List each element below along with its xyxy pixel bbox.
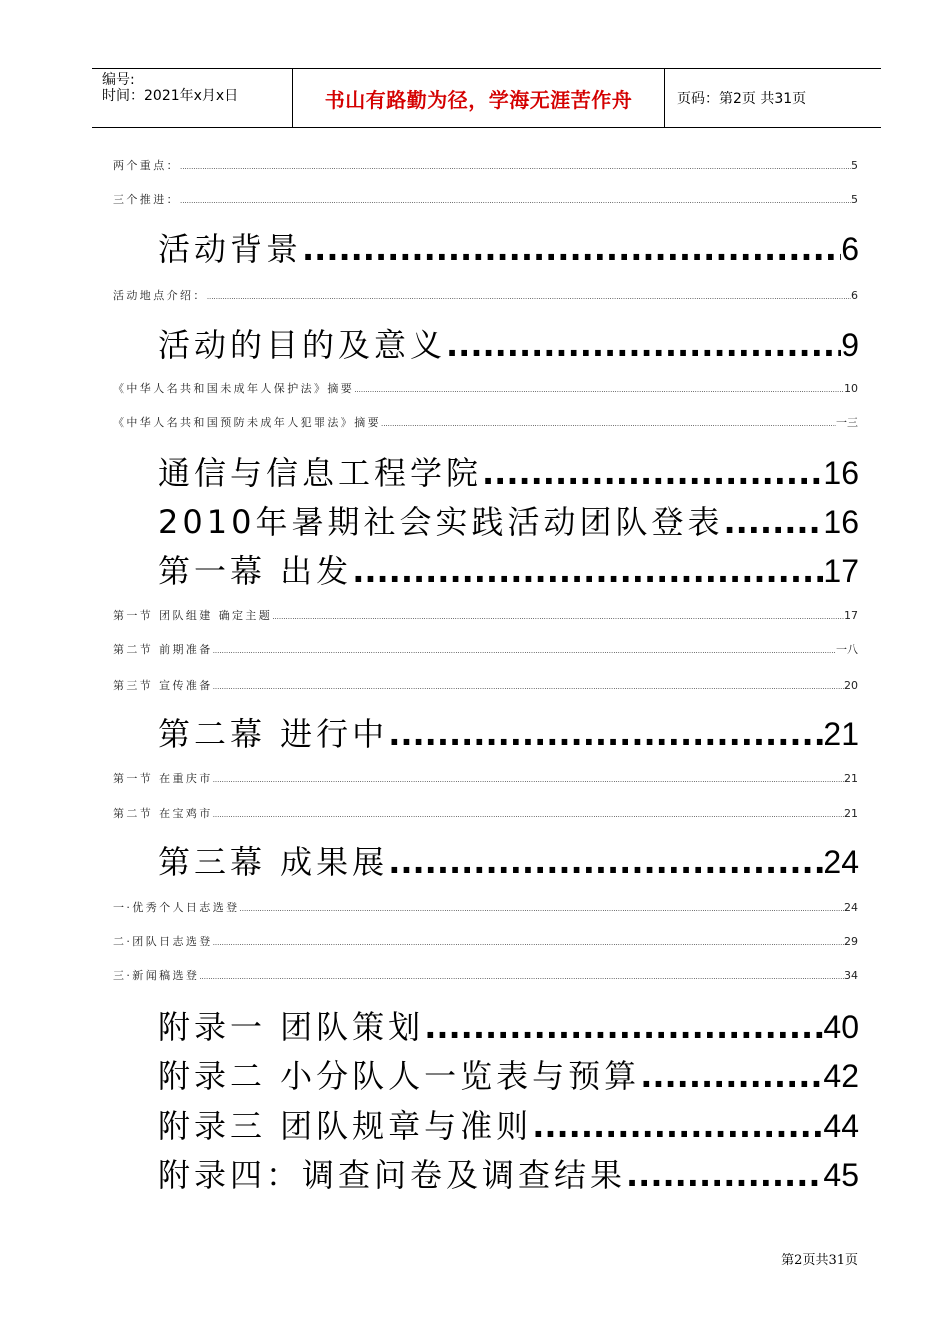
footer-page-number: 第2页共31页: [781, 1253, 858, 1268]
toc-entry[interactable]: [158, 1150, 859, 1196]
toc-entry-title: 活动地点介绍：: [113, 289, 207, 302]
toc-entry-page: 21: [844, 807, 858, 820]
toc-entry-title: 附录一 团队策划: [158, 1008, 425, 1046]
toc-entry-page: 24: [823, 844, 859, 880]
toc-entry-page: 21: [844, 772, 858, 785]
toc-entry-page: 34: [844, 969, 858, 982]
toc-entry[interactable]: [113, 287, 858, 303]
toc-entry-page: 44: [823, 1108, 859, 1144]
toc-entry-title: 第三节 宣传准备: [113, 679, 213, 692]
toc-entry-page: 40: [823, 1009, 859, 1045]
toc-entry-title: 附录二 小分队人一览表与预算: [158, 1057, 641, 1095]
toc-leader-dots: [213, 939, 844, 947]
toc-leader-dots: [207, 293, 851, 301]
toc-leader-dots: [213, 811, 844, 819]
toc-leader-dots: [388, 843, 823, 881]
toc-entry[interactable]: [113, 933, 858, 949]
toc-leader-dots: [424, 1008, 823, 1046]
toc-entry-title: 活动的目的及意义: [158, 326, 447, 364]
number-label: 编号:: [102, 72, 135, 88]
toc-entry-title: 第一节 团队组建 确定主题: [113, 609, 273, 622]
toc-entry-title: 活动背景: [158, 230, 303, 268]
toc-entry-page: 17: [844, 609, 858, 622]
page-footer: [781, 1249, 858, 1268]
toc-leader-dots: [388, 715, 823, 753]
toc-entry[interactable]: [113, 899, 858, 915]
toc-entry-page: 42: [823, 1058, 859, 1094]
motto-text: 书山有路勤为径，学海无涯苦作舟: [324, 87, 633, 112]
toc-leader-dots: [640, 1057, 823, 1095]
toc-entry[interactable]: [158, 320, 859, 366]
toc-entry-title: 附录三 团队规章与准则: [158, 1107, 533, 1145]
toc-entry-title: 第二节 前期准备: [113, 643, 213, 656]
toc-leader-dots: [532, 1107, 823, 1145]
toc-entry[interactable]: [158, 497, 859, 543]
toc-entry[interactable]: [113, 770, 858, 786]
toc-entry-title: 《中华人名共和国未成年人保护法》摘要: [113, 382, 355, 395]
toc-leader-dots: [381, 420, 836, 428]
toc-leader-dots: [482, 454, 823, 492]
toc-leader-dots: [199, 973, 844, 981]
toc-leader-dots: [272, 613, 844, 621]
toc-entry-title: 三·新闻稿选登: [113, 969, 200, 982]
toc-entry-title: 三个推进：: [113, 193, 180, 206]
toc-entry-page: 16: [823, 504, 859, 540]
toc-leader-dots: [626, 1156, 823, 1194]
time-label: 时间：2021年x月x日: [102, 88, 239, 104]
toc-entry-page: 一三: [836, 416, 858, 429]
toc-entry-page: 45: [823, 1157, 859, 1193]
toc-entry-page: 17: [823, 553, 859, 589]
toc-entry-title: 附录四：调查问卷及调查结果: [158, 1156, 627, 1194]
toc-entry-page: 5: [851, 193, 858, 206]
toc-entry[interactable]: [113, 157, 858, 173]
toc-entry[interactable]: [158, 224, 859, 270]
header-page-label: 页码：第2页 共31页: [677, 91, 807, 107]
toc-leader-dots: [354, 386, 844, 394]
toc-entry[interactable]: [158, 1002, 859, 1048]
toc-entry-title: 《中华人名共和国预防未成年人犯罪法》摘要: [113, 416, 381, 429]
toc-entry-page: 16: [823, 455, 859, 491]
toc-leader-dots: [723, 503, 823, 541]
toc-entry-page: 24: [844, 901, 858, 914]
toc-entry-title: 通信与信息工程学院: [158, 454, 483, 492]
toc-entry[interactable]: [113, 805, 858, 821]
toc-entry[interactable]: [113, 641, 858, 657]
toc-entry[interactable]: [158, 546, 859, 592]
toc-entry[interactable]: [113, 607, 858, 623]
toc-entry-title: 一·优秀个人日志选登: [113, 901, 240, 914]
toc-entry-title: 2010年暑期社会实践活动团队登表: [158, 503, 724, 541]
toc-entry-page: 5: [851, 159, 858, 172]
toc-entry[interactable]: [113, 191, 858, 207]
toc-entry-title: 第二节 在宝鸡市: [113, 807, 213, 820]
toc-entry-page: 一八: [836, 643, 858, 656]
toc-entry[interactable]: [158, 1101, 859, 1147]
toc-leader-dots: [302, 230, 841, 268]
toc-leader-dots: [213, 647, 836, 655]
toc-entry-title: 两个重点：: [113, 159, 180, 172]
toc-leader-dots: [240, 905, 845, 913]
toc-entry[interactable]: [158, 709, 859, 755]
toc-entry[interactable]: [158, 1051, 859, 1097]
toc-entry-page: 6: [841, 231, 859, 267]
toc-leader-dots: [446, 326, 841, 364]
toc-entry-title: 第二幕 进行中: [158, 715, 389, 753]
toc-entry[interactable]: [158, 837, 859, 883]
toc-entry-page: 20: [844, 679, 858, 692]
toc-entry[interactable]: [113, 380, 858, 396]
toc-entry-title: 第一节 在重庆市: [113, 772, 213, 785]
toc-leader-dots: [213, 776, 844, 784]
toc-entry-page: 10: [844, 382, 858, 395]
toc-entry-page: 9: [841, 327, 859, 363]
toc-entry-title: 第三幕 成果展: [158, 843, 389, 881]
toc-entry-title: 第一幕 出发: [158, 552, 353, 590]
toc-entry[interactable]: [113, 967, 858, 983]
toc-entry-page: 21: [823, 716, 859, 752]
toc-leader-dots: [180, 163, 851, 171]
toc-entry[interactable]: [158, 448, 859, 494]
toc-leader-dots: [213, 683, 844, 691]
toc-leader-dots: [180, 197, 851, 205]
toc-leader-dots: [352, 552, 823, 590]
toc-entry[interactable]: [113, 677, 858, 693]
toc-entry-title: 二·团队日志选登: [113, 935, 213, 948]
toc-entry-page: 29: [844, 935, 858, 948]
toc-entry[interactable]: [113, 414, 858, 430]
toc-entry-page: 6: [851, 289, 858, 302]
